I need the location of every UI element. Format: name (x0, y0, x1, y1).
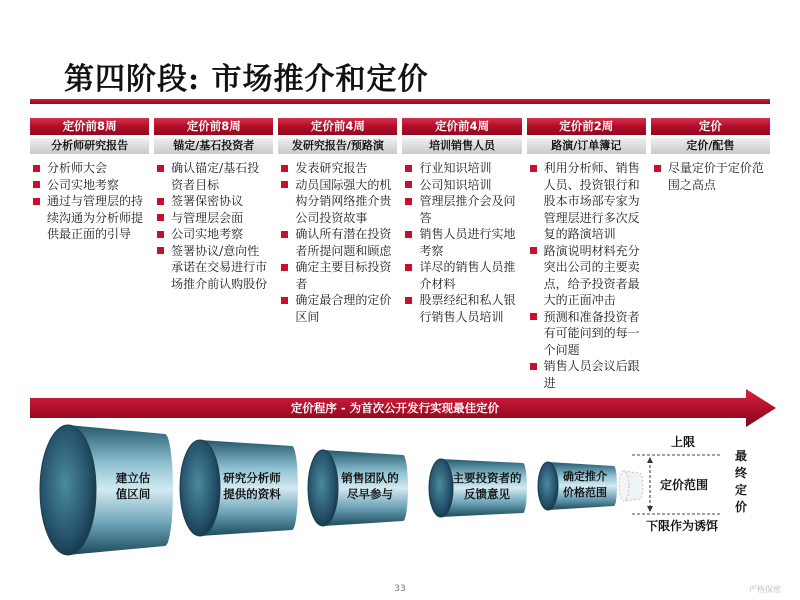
final-price-label: 最终定价 (734, 449, 747, 514)
bullet-item (154, 226, 269, 243)
bullet-text: 管理层推介会及问答 (419, 194, 516, 225)
bullet-item (402, 292, 517, 325)
bullet-square-icon (157, 198, 164, 205)
cylinder-face (180, 440, 220, 536)
column-activity-header: 分析师研究报告 (30, 138, 149, 154)
funnel-stage-cylinder (40, 425, 173, 555)
bullet-item (278, 259, 393, 292)
bullet-item (154, 160, 269, 193)
bullet-item (402, 259, 517, 292)
phase-column (278, 118, 397, 391)
column-activity-header: 培训销售人员 (402, 138, 521, 154)
bullet-square-icon (405, 297, 412, 304)
column-bullet-list (527, 160, 646, 391)
bullet-square-icon (157, 231, 164, 238)
bullet-text: 预测和准备投资者有可能问到的每一个问题 (543, 309, 640, 357)
bullet-item (278, 177, 393, 227)
bullet-text: 发表研究报告 (295, 161, 368, 175)
bullet-text: 公司知识培训 (419, 177, 492, 192)
phase-column (402, 118, 521, 391)
bullet-text: 签署协议/意向性承诺在交易进行市场推介前认购股份 (171, 243, 268, 291)
bullet-text: 行业知识培训 (419, 161, 492, 175)
column-bullet-list (30, 160, 149, 243)
bullet-text: 分析师大会 (47, 161, 108, 175)
bullet-square-icon (405, 165, 412, 172)
bullet-item (651, 160, 766, 193)
funnel-stage-label-line: 主要投资者的 (452, 471, 522, 485)
cylinder-face (538, 462, 558, 510)
funnel-stage-cylinder (429, 459, 527, 517)
bullet-square-icon (405, 264, 412, 271)
funnel-stage-cylinder (308, 450, 408, 526)
column-bullet-list (651, 160, 770, 193)
bullet-item (402, 160, 517, 177)
column-activity-header: 定价/配售 (651, 138, 770, 154)
bullet-square-icon (281, 297, 288, 304)
funnel-stage-label-line: 研究分析师 (223, 471, 281, 485)
bullet-text: 确定主要目标投资者 (295, 260, 392, 291)
bullet-square-icon (530, 313, 537, 320)
phase-column (154, 118, 273, 391)
column-activity-header: 锚定/基石投资者 (154, 138, 273, 154)
bullet-item (30, 193, 145, 243)
bullet-square-icon (405, 181, 412, 188)
funnel-stage-label-line: 尽早参与 (347, 487, 393, 501)
bullet-text: 动员国际强大的机构分销网络推介贵公司投资故事 (295, 177, 392, 225)
bullet-item (527, 309, 642, 359)
page-number: 33 (394, 584, 406, 594)
bullet-item (527, 160, 642, 243)
bullet-item (402, 193, 517, 226)
column-timing-header: 定价前4周 (402, 118, 521, 135)
cylinder-face (40, 425, 96, 555)
column-bullet-list (402, 160, 521, 325)
bullet-square-icon (281, 181, 288, 188)
bullet-item (402, 226, 517, 259)
bullet-text: 详尽的销售人员推介材料 (419, 260, 516, 291)
bullet-text: 公司实地考察 (171, 227, 244, 241)
bullet-text: 签署保密协议 (171, 194, 244, 208)
funnel-stage-label-line: 确定推介 (563, 470, 607, 483)
bullet-square-icon (405, 198, 412, 205)
cylinder-face (308, 450, 338, 526)
column-timing-header: 定价 (651, 118, 770, 135)
column-timing-header: 定价前8周 (30, 118, 149, 135)
process-arrow-label: 定价程序 - 为首次公开发行实现最佳定价 (290, 401, 500, 415)
phase-column (30, 118, 149, 391)
bullet-square-icon (530, 165, 537, 172)
phase-column (651, 118, 770, 391)
bullet-square-icon (530, 363, 537, 370)
title-divider (30, 99, 770, 104)
funnel-stage-label-line: 销售团队的 (341, 471, 399, 485)
bullet-square-icon (281, 231, 288, 238)
bullet-square-icon (281, 165, 288, 172)
bullet-item (30, 160, 145, 177)
bullet-item (278, 292, 393, 325)
bullet-text: 销售人员会议后跟进 (543, 359, 640, 390)
bullet-square-icon (281, 264, 288, 271)
funnel-stage-label-line: 反馈意见 (464, 487, 510, 501)
bullet-item (278, 160, 393, 177)
column-activity-header: 发研究报告/预路演 (278, 138, 397, 154)
bullet-square-icon (33, 198, 40, 205)
column-bullet-list (154, 160, 273, 292)
bullet-item (402, 177, 517, 194)
column-timing-header: 定价前4周 (278, 118, 397, 135)
bullet-text: 公司实地考察 (47, 177, 120, 192)
bullet-text: 确认所有潜在投资者所提问题和顾虑 (295, 227, 392, 258)
funnel-stage-label-line: 价格范围 (563, 486, 607, 499)
bullet-item (154, 193, 269, 210)
bullet-square-icon (157, 214, 164, 221)
price-range-label: 定价范围 (659, 478, 709, 492)
bullet-square-icon (530, 247, 537, 254)
upper-limit-label: 上限 (670, 435, 696, 449)
funnel-stage-label-line: 提供的资料 (223, 487, 281, 501)
phase-columns (30, 118, 770, 391)
bullet-square-icon (157, 165, 164, 172)
bullet-text: 销售人员进行实地考察 (419, 227, 516, 258)
slide-title: 第四阶段: 市场推介和定价 (64, 62, 429, 97)
funnel-stage-label-line: 值区间 (115, 487, 151, 501)
bullet-text: 利用分析师、销售人员、投资银行和股本市场部专家为管理层进行多次反复的路演培训 (543, 161, 640, 241)
bullet-item (30, 177, 145, 194)
bullet-item (527, 358, 642, 391)
bullet-square-icon (157, 247, 164, 254)
column-activity-header: 路演/订单簿记 (527, 138, 646, 154)
bullet-text: 路演说明材料充分突出公司的主要卖点，给予投资者最大的正面冲击 (543, 243, 640, 307)
bullet-item (154, 210, 269, 227)
funnel-stage-cylinder (180, 440, 298, 536)
bullet-text: 股票经纪和私人银行销售人员培训 (419, 293, 516, 324)
phase-column (527, 118, 646, 391)
cylinder-face (429, 459, 453, 517)
bullet-item (527, 243, 642, 309)
bullet-item (278, 226, 393, 259)
bullet-text: 尽量定价于定价范围之高点 (667, 161, 764, 192)
column-bullet-list (278, 160, 397, 325)
bullet-square-icon (33, 181, 40, 188)
column-timing-header: 定价前8周 (154, 118, 273, 135)
final-stage-ghost-cylinder (619, 471, 643, 501)
bullet-text: 确定最合理的定价区间 (295, 293, 392, 324)
bullet-square-icon (654, 165, 661, 172)
funnel-stage-cylinder (538, 462, 617, 510)
bullet-text: 确认锚定/基石投资者目标 (171, 161, 260, 192)
column-timing-header: 定价前2周 (527, 118, 646, 135)
bullet-square-icon (33, 165, 40, 172)
confidential-mark: 严格保密 (749, 585, 781, 594)
bullet-square-icon (405, 231, 412, 238)
bullet-text: 与管理层会面 (171, 210, 244, 225)
bullet-text: 通过与管理层的持续沟通为分析师提供最正面的引导 (47, 194, 144, 241)
funnel-stage-label-line: 建立估 (115, 471, 151, 485)
bullet-item (154, 243, 269, 293)
lower-limit-label: 下限作为诱饵 (645, 519, 719, 533)
